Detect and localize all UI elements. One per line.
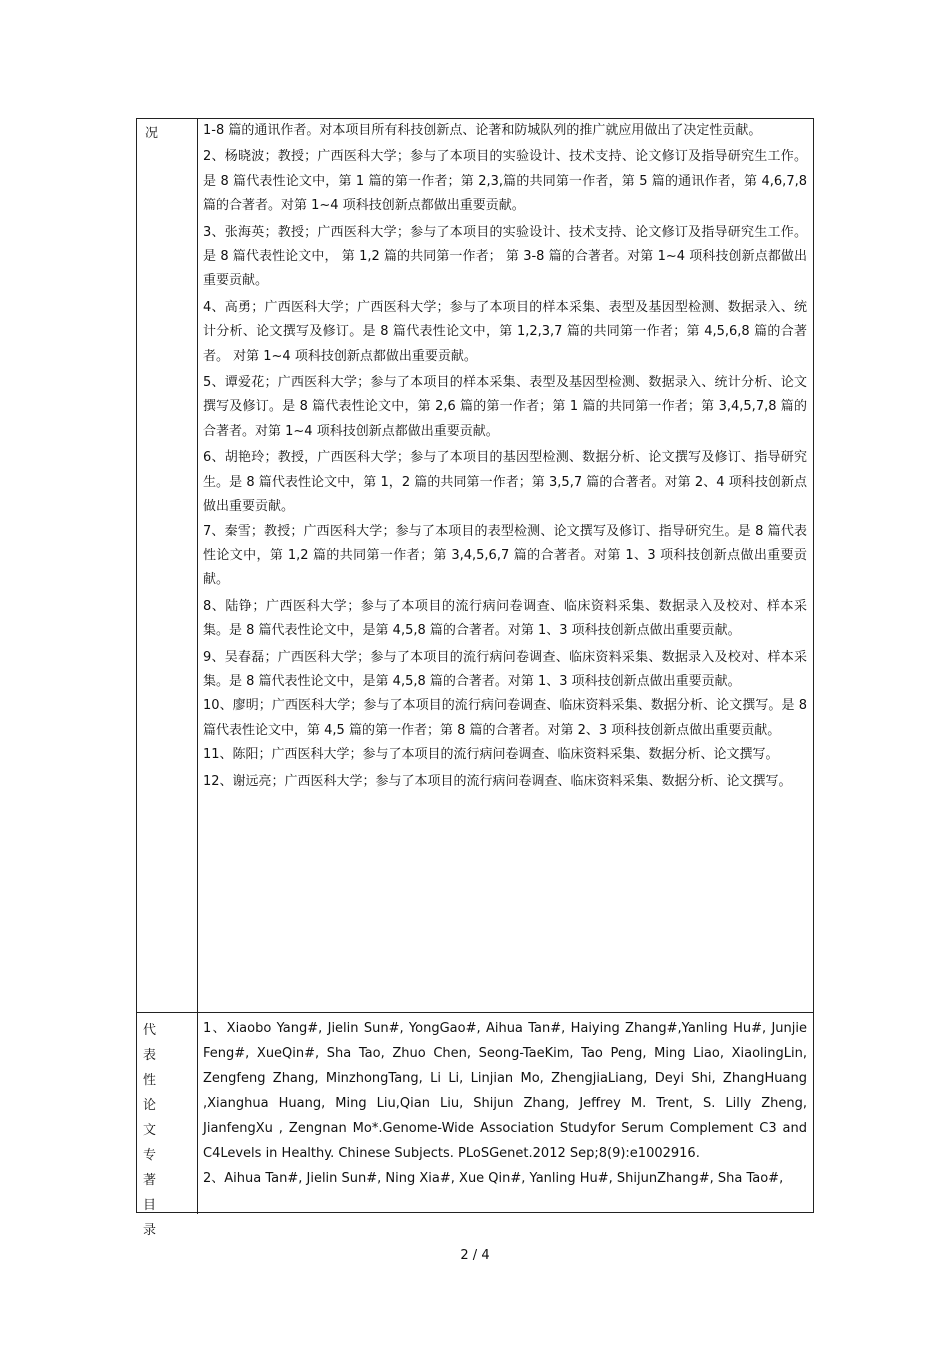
contributor-entry: 7、秦雪；教授；广西医科大学；参与了本项目的表型检测、论文撰写及修订、指导研究生。是 8 篇代表性论文中，第 1,2 篇的共同第一作者；第 3,4,5,6,7 篇的合著者。对第 1、3 项科技创新点做出重要贡献。: [203, 523, 807, 588]
contributor-entry: 3、张海英；教授；广西医科大学；参与了本项目的实验设计、技术支持、论文修订及指导研究生工作。 是 8 篇代表性论文中， 第 1,2 篇的共同第一作者； 第 3-8 篇的合著者。对第 1~4 项科技创新点都做出重要贡献。: [203, 224, 807, 289]
contributor-entry: 8、陆铮；广西医科大学；参与了本项目的流行病问卷调查、临床资料采集、数据录入及校对、样本采集。是 8 篇代表性论文中，是第 4,5,8 篇的合著者。对第 1、3 项科技创新点做出重要贡献。: [203, 598, 807, 639]
paper-entry: 1、Xiaobo Yang#, Jielin Sun#, YongGao#, Aihua Tan#, Haiying Zhang#,Yanling Hu#, Junjie Feng#, XueQin#, Sha Tao, Zhuo Chen, Seong-TaeKim, Tao Peng, Ming Liao, XiaolingLin, Zengfeng Zhang, MinzhongTang, Li Li, Linjian Mo, ZhengjiaLiang, Deyi Shi, ZhangHuang ,Xianghua Huang, Ming Liu,Qian Liu, Shijun Zhang, Jeffrey M. Trent, S. Lilly Zheng, JianfengXu , Zengnan Mo*.Genome-Wide Association Studyfor Serum Complement C3 and C4Levels in Healthy. Chinese Subjects. PLoSGenet.2012 Sep;8(9):e1002916.: [203, 1021, 807, 1161]
contributor-entry: 9、吴春磊；广西医科大学；参与了本项目的流行病问卷调查、临床资料采集、数据录入及校对、样本采集。是 8 篇代表性论文中，是第 4,5,8 篇的合著者。对第 1、3 项科技创新点做出重要贡献。: [203, 649, 807, 689]
contributor-list: [203, 119, 807, 794]
row-label-representative-papers: 代表性论文专著目录: [143, 1023, 171, 1238]
contributor-entry: 4、高勇；广西医科大学；广西医科大学；参与了本项目的样本采集、表型及基因型检测、数据录入、统计分析、论文撰写及修订。是 8 篇代表性论文中，第 1,2,3,7 篇的共同第一作者；第 4,5,6,8 篇的合著者。 对第 1~4 项科技创新点都做出重要贡献。: [203, 299, 807, 364]
contributor-entry: 5、谭爱花；广西医科大学；参与了本项目的样本采集、表型及基因型检测、数据录入、统计分析、论文撰写及修订。是 8 篇代表性论文中，第 2,6 篇的第一作者；第 1 篇的共同第一作者；第 3,4,5,7,8 篇的合著者。对第 1~4 项科技创新点都做出重要贡献。: [203, 375, 807, 439]
contributor-entry: 10、廖明；广西医科大学；参与了本项目的流行病问卷调查、临床资料采集、数据分析、论文撰写。是 8 篇代表性论文中，第 4,5 篇的第一作者；第 8 篇的合著者。对第 2、3 项科技创新点做出重要贡献。: [203, 698, 807, 738]
contribution-table: [136, 118, 814, 1238]
contributor-entry: 11、陈阳；广西医科大学；参与了本项目的流行病问卷调查、临床资料采集、数据分析、论文撰写。: [203, 747, 779, 763]
contributor-entry: 12、谢远亮；广西医科大学；参与了本项目的流行病问卷调查、临床资料采集、数据分析、论文撰写。: [203, 773, 792, 789]
row-label-situation: 况: [145, 126, 159, 141]
contributor-entry: 6、胡艳玲；教授，广西医科大学；参与了本项目的基因型检测、数据分析、论文撰写及修订、指导研究生。是 8 篇代表性论文中，第 1，2 篇的共同第一作者；第 3,5,7 篇的合著者。对第 2、4 项科技创新点做出重要贡献。: [203, 450, 807, 515]
page-number: 2 / 4: [460, 1248, 490, 1263]
contributor-entry: 2、杨晓波；教授；广西医科大学；参与了本项目的实验设计、技术支持、论文修订及指导研究生工作。是 8 篇代表性论文中，第 1 篇的第一作者；第 2,3,篇的共同第一作者，第 5 篇的通讯作者，第 4,6,7,8 篇的合著者。对第 1~4 项科技创新点都做出重要贡献。: [203, 149, 807, 214]
row-divider: [137, 1012, 813, 1013]
column-divider: [197, 119, 198, 1214]
paper-entry: 2、Aihua Tan#, Jielin Sun#, Ning Xia#, Xue Qin#, Yanling Hu#, ShijunZhang#, Sha Tao#,: [203, 1171, 784, 1186]
contributor-entry: 1-8 篇的通讯作者。对本项目所有科技创新点、论著和防城队列的推广就应用做出了决定性贡献。: [203, 123, 762, 138]
paper-list: [203, 1016, 807, 1191]
